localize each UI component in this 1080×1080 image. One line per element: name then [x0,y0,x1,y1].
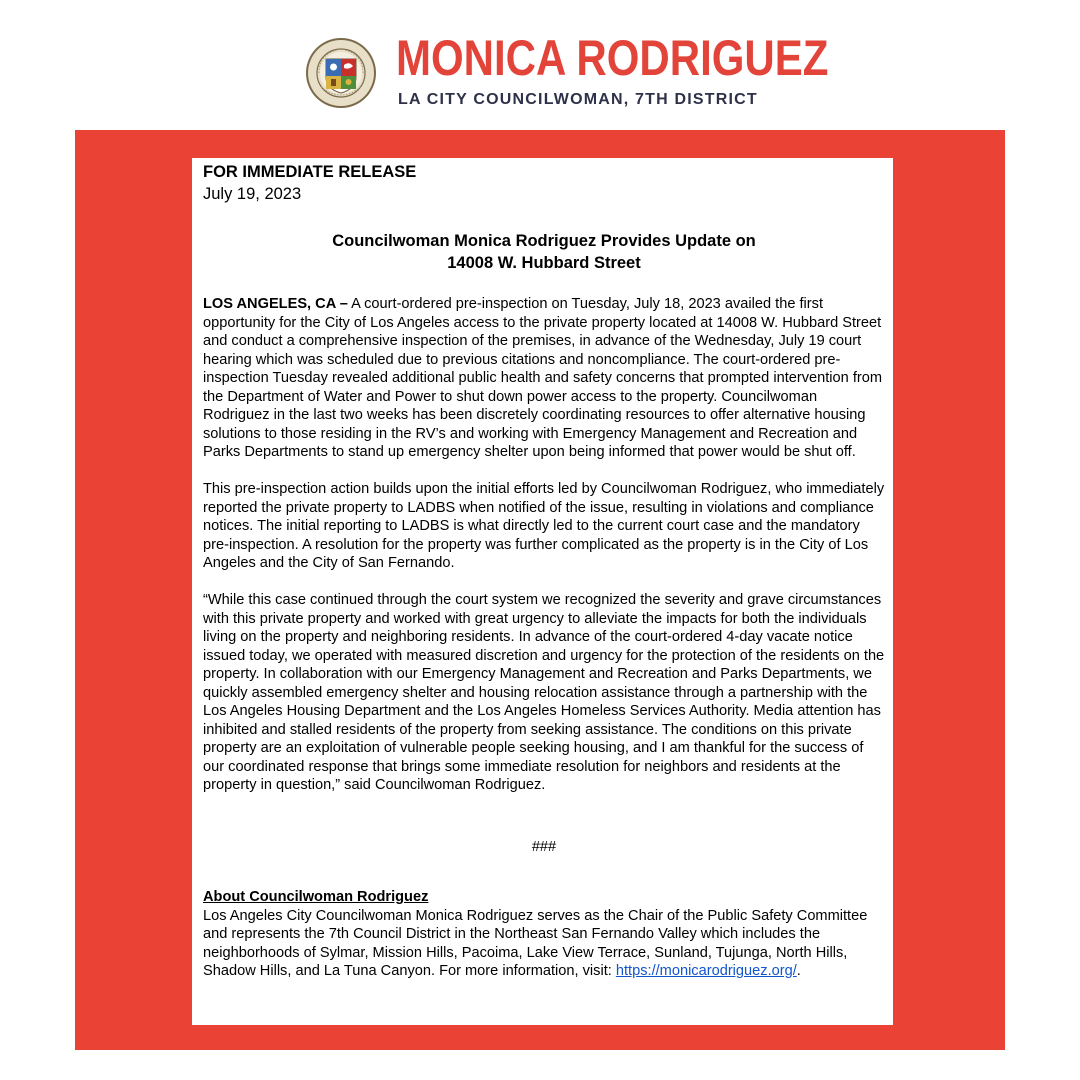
about-text: Los Angeles City Councilwoman Monica Rodriguez serves as the Chair of the Public Safety Committee and represents the 7th Council District in the Northeast San Fernando Valley which includes the neighborhoods of Sylmar, Mission Hills, Pacoima, Lake View Terrace, Sunland, Tujunga, North Hills, Shadow Hills, and La Tuna Canyon. For more information, visit: [203,907,868,979]
end-mark: ### [531,838,557,855]
about-paragraph [203,907,885,981]
paragraph-2: This pre-inspection action builds upon the initial efforts led by Councilwoman Rodriguez, who immediately reported the private property to LADBS when notified of the issue, resulting in violations and compliance notices. The initial reporting to LADBS is what directly led to the current court case and the mandatory pre-inspection. A resolution for the property was further complicated as the property is in the City of Los Angeles and the City of San Fernando. [203,481,885,571]
paragraph-1 [203,295,885,462]
release-date: July 19, 2023 [203,185,302,203]
councilwoman-title: LA CITY COUNCILWOMAN, 7TH DISTRICT [398,91,758,108]
headline-line-2: 14008 W. Hubbard Street [447,254,641,272]
dateline: LOS ANGELES, CA – [203,296,348,312]
paragraph-1-text: A court-ordered pre-inspection on Tuesday, July 18, 2023 availed the first opportunity for the City of Los Angeles access to the private property located at 14008 W. Hubbard Street and conduct a comprehensive inspection of the premises, in advance of the Wednesday, July 19 court hearing which was scheduled due to previous citations and noncompliance. The court-ordered pre-inspection Tuesday revealed additional public health and safety concerns that prompted intervention from the Department of Water and Power to shut down power access to the property. Councilwoman Rodriguez in the last two weeks has been discretely coordinating resources to offer alternative housing solutions to those residing in the RV’s and working with Emergency Management and Recreation and Parks Departments to stand up emergency shelter upon being informed that power would be shut off. [203,296,883,460]
page-header [0,0,1080,130]
press-release-document [192,158,893,1025]
city-of-los-angeles-seal-icon [305,37,377,109]
about-heading: About Councilwoman Rodriguez [203,889,429,905]
headline-line-1: Councilwoman Monica Rodriguez Provides Update on [332,232,756,250]
press-release-body [203,161,885,981]
release-headline [203,230,885,274]
website-link[interactable]: https://monicarodriguez.org/ [615,963,797,979]
councilwoman-name: MONICA RODRIGUEZ [396,30,829,86]
release-label: FOR IMMEDIATE RELEASE [203,163,417,181]
paragraph-3-quote: “While this case continued through the court system we recognized the severity and grave circumstances with this private property and worked with great urgency to alleviate the impacts for both the individuals living on the property and neighboring residents. In advance of the court-ordered 4-day vacate notice issued today, we operated with measured discretion and urgency for the protection of the residents on the property. In collaboration with our Emergency Management and Recreation and Parks Departments, we quickly assembled emergency shelter and housing relocation assistance through a partnership with the Los Angeles Housing Department and the Los Angeles Homeless Services Authority. Media attention has inhibited and stalled residents of the property from seeking assistance. The conditions on this private property are an exploitation of vulnerable people seeking housing, and I am thankful for the success of our coordinated response that brings some immediate resolution for neighbors and residents at the property in question,” said Councilwoman Rodriguez. [203,592,885,793]
about-end: . [796,963,801,979]
